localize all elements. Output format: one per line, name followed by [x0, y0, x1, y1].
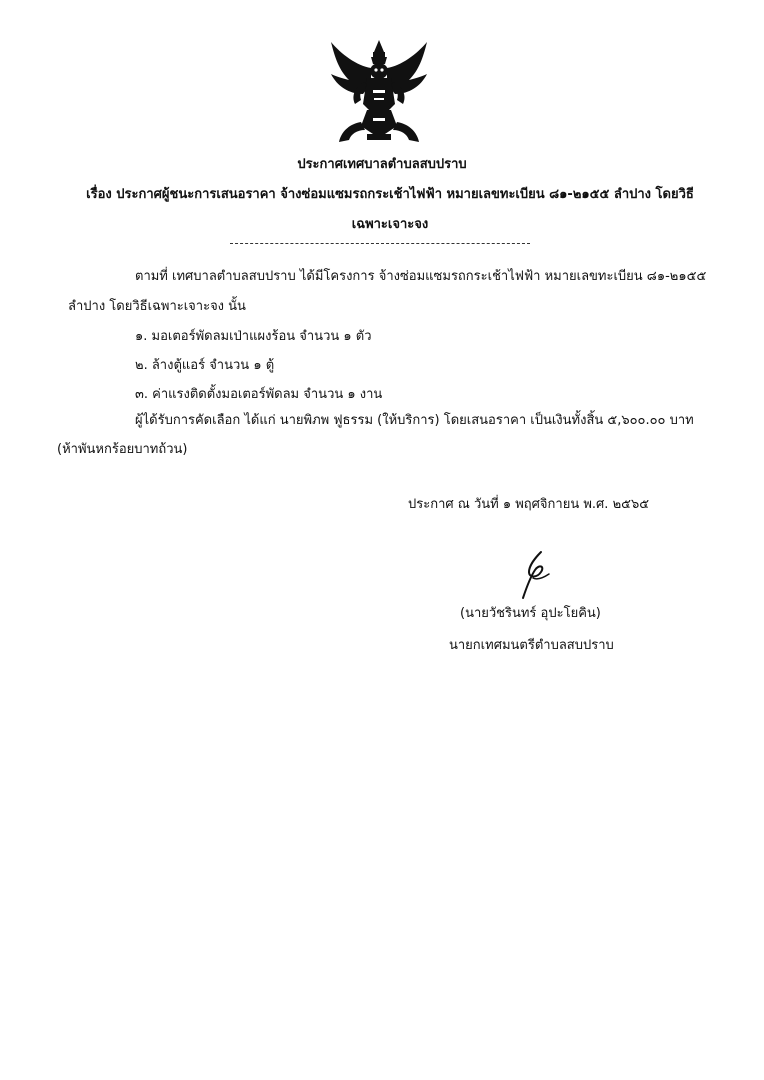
divider	[230, 243, 530, 244]
list-item: ๒. ล้างตู้แอร์ จำนวน ๑ ตู้	[135, 358, 275, 373]
signer-name: (นายวัชรินทร์ อุปะโยคิน)	[460, 606, 601, 621]
announcement-date: ประกาศ ณ วันที่ ๑ พฤศจิกายน พ.ศ. ๒๕๖๕	[408, 497, 650, 512]
intro-line-1: ตามที่ เทศบาลตำบลสบปราบ ได้มีโครงการ จ้างซ่อมแซมรถกระเช้าไฟฟ้า หมายเลขทะเบียน ๘๑-๒๑๕๕	[135, 269, 707, 284]
subject-line-1: เรื่อง ประกาศผู้ชนะการเสนอราคา จ้างซ่อมแซมรถกระเช้าไฟฟ้า หมายเลขทะเบียน ๘๑-๒๑๕๕ ลำปาง โดยวิธี	[86, 187, 694, 202]
intro-line-2: ลำปาง โดยวิธีเฉพาะเจาะจง นั้น	[68, 299, 246, 314]
subject-line-2: เฉพาะเจาะจง	[351, 217, 429, 232]
signer-position: นายกเทศมนตรีตำบลสบปราบ	[449, 638, 614, 653]
list-item: ๓. ค่าแรงติดตั้งมอเตอร์พัดลม จำนวน ๑ งาน	[135, 387, 383, 402]
signature-mark	[515, 548, 555, 604]
page-title: ประกาศเทศบาลตำบลสบปราบ	[297, 157, 467, 172]
list-item: ๑. มอเตอร์พัดลมเป่าแผงร้อน จำนวน ๑ ตัว	[135, 329, 372, 344]
winner-line-1: ผู้ได้รับการคัดเลือก ได้แก่ นายพิภพ ฟูธรรม (ให้บริการ) โดยเสนอราคา เป็นเงินทั้งสิ้น ๕,๖๐๐.๐๐ บาท	[135, 413, 694, 428]
garuda-emblem-icon	[327, 38, 431, 144]
winner-line-2: (ห้าพันหกร้อยบาทถ้วน)	[57, 442, 188, 457]
